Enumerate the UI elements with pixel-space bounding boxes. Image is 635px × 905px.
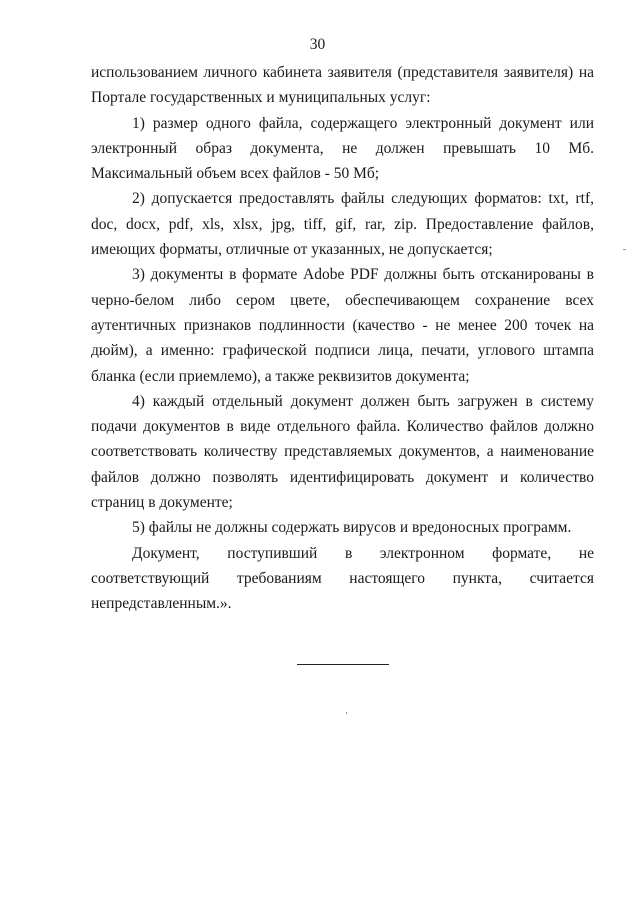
paragraph-item-1-file-size: 1) размер одного файла, содержащего электронный документ или электронный образ документа, не должен превышать 10 Мб. Максимальный объем всех файлов - 50 Мб; bbox=[91, 114, 594, 183]
scan-speck bbox=[346, 712, 347, 714]
scan-speck bbox=[623, 249, 626, 250]
paragraph-closing-clause: Документ, поступивший в электронном формате, не соответствующий требованиям настоящего пункта, считается непредставленным.». bbox=[91, 544, 594, 613]
end-separator-line bbox=[297, 664, 389, 665]
page-number: 30 bbox=[309, 36, 326, 53]
paragraph-item-5-no-viruses: 5) файлы не должны содержать вирусов и вредоносных программ. bbox=[132, 519, 572, 537]
document-body bbox=[91, 60, 594, 617]
paragraph-continuation: использованием личного кабинета заявителя (представителя заявителя) на Портале государственных и муниципальных услуг: bbox=[91, 64, 594, 107]
paragraph-item-4-separate-files: 4) каждый отдельный документ должен быть загружен в систему подачи документов в виде отдельного файла. Количество файлов должно соответствовать количеству представляемых документов, а наименование файлов должно позволять идентифицировать документ и количество страниц в документе; bbox=[91, 392, 594, 512]
paragraph-item-2-file-formats: 2) допускается предоставлять файлы следующих форматов: txt, rtf, doc, docx, pdf, xls, xlsx, jpg, tiff, gif, rar, zip. Предоставление файлов, имеющих форматы, отличные от указанных, не допускается; bbox=[91, 190, 594, 259]
paragraph-item-3-pdf-scan: 3) документы в формате Adobe PDF должны быть отсканированы в черно-белом либо сером цвете, обеспечивающем сохранение всех аутентичных признаков подлинности (качество - не менее 200 точек на дюйм), а именно: графической подписи лица, печати, углового штампа бланка (если приемлемо), а также реквизитов документа; bbox=[91, 266, 594, 385]
